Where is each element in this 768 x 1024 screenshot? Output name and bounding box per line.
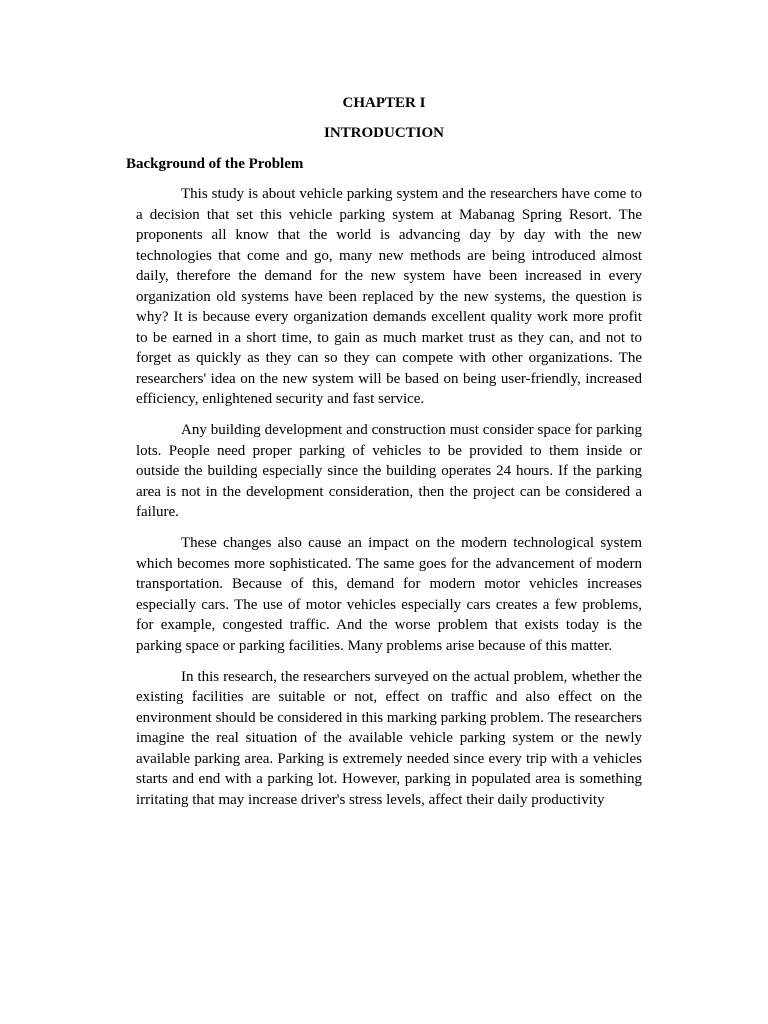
paragraph: This study is about vehicle parking system and the researchers have come to a decision that set this vehicle parking system at Mabanag Spring Resort. The proponents all know that the world is advancing day by day with the new technologies that come and go, many new methods are being introduced almost daily, therefore the demand for the new system have been increased in every organization old systems have been replaced by the new systems, the question is why? It is because every organization demands excellent quality work more profit to be earned in a short time, to gain as much market trust as they can, and not to forget as quickly as they can so they can compete with other organizations. The researchers' idea on the new system will be based on being user-friendly, increased efficiency, enlightened security and fast service. [136, 186, 642, 407]
chapter-title: INTRODUCTION [323, 125, 444, 141]
paragraph: These changes also cause an impact on the modern technological system which becomes more sophisticated. The same goes for the advancement of modern transportation. Because of this, demand for modern motor vehicles increases especially cars. The use of motor vehicles especially cars creates a few problems, for example, congested traffic. And the worse problem that exists today is the parking space or parking facilities. Many problems arise because of this matter. [136, 535, 642, 654]
paragraph: Any building development and construction must consider space for parking lots. People need proper parking of vehicles to be provided to them inside or outside the building especially since the building operates 24 hours. If the parking area is not in the development consideration, then the project can be considered a failure. [136, 422, 642, 520]
paragraph: In this research, the researchers surveyed on the actual problem, whether the existing facilities are suitable or not, effect on traffic and also effect on the environment should be considered in this marking parking problem. The researchers imagine the real situation of the available vehicle parking system or the newly available parking area. Parking is extremely needed since every trip with a vehicles starts and end with a parking lot. However, parking in populated area is something irritating that may increase driver's stress levels, affect their daily productivity [136, 668, 642, 808]
chapter-number: CHAPTER I [342, 95, 426, 111]
section-heading: Background of the Problem [126, 156, 304, 172]
body-text [136, 184, 642, 821]
